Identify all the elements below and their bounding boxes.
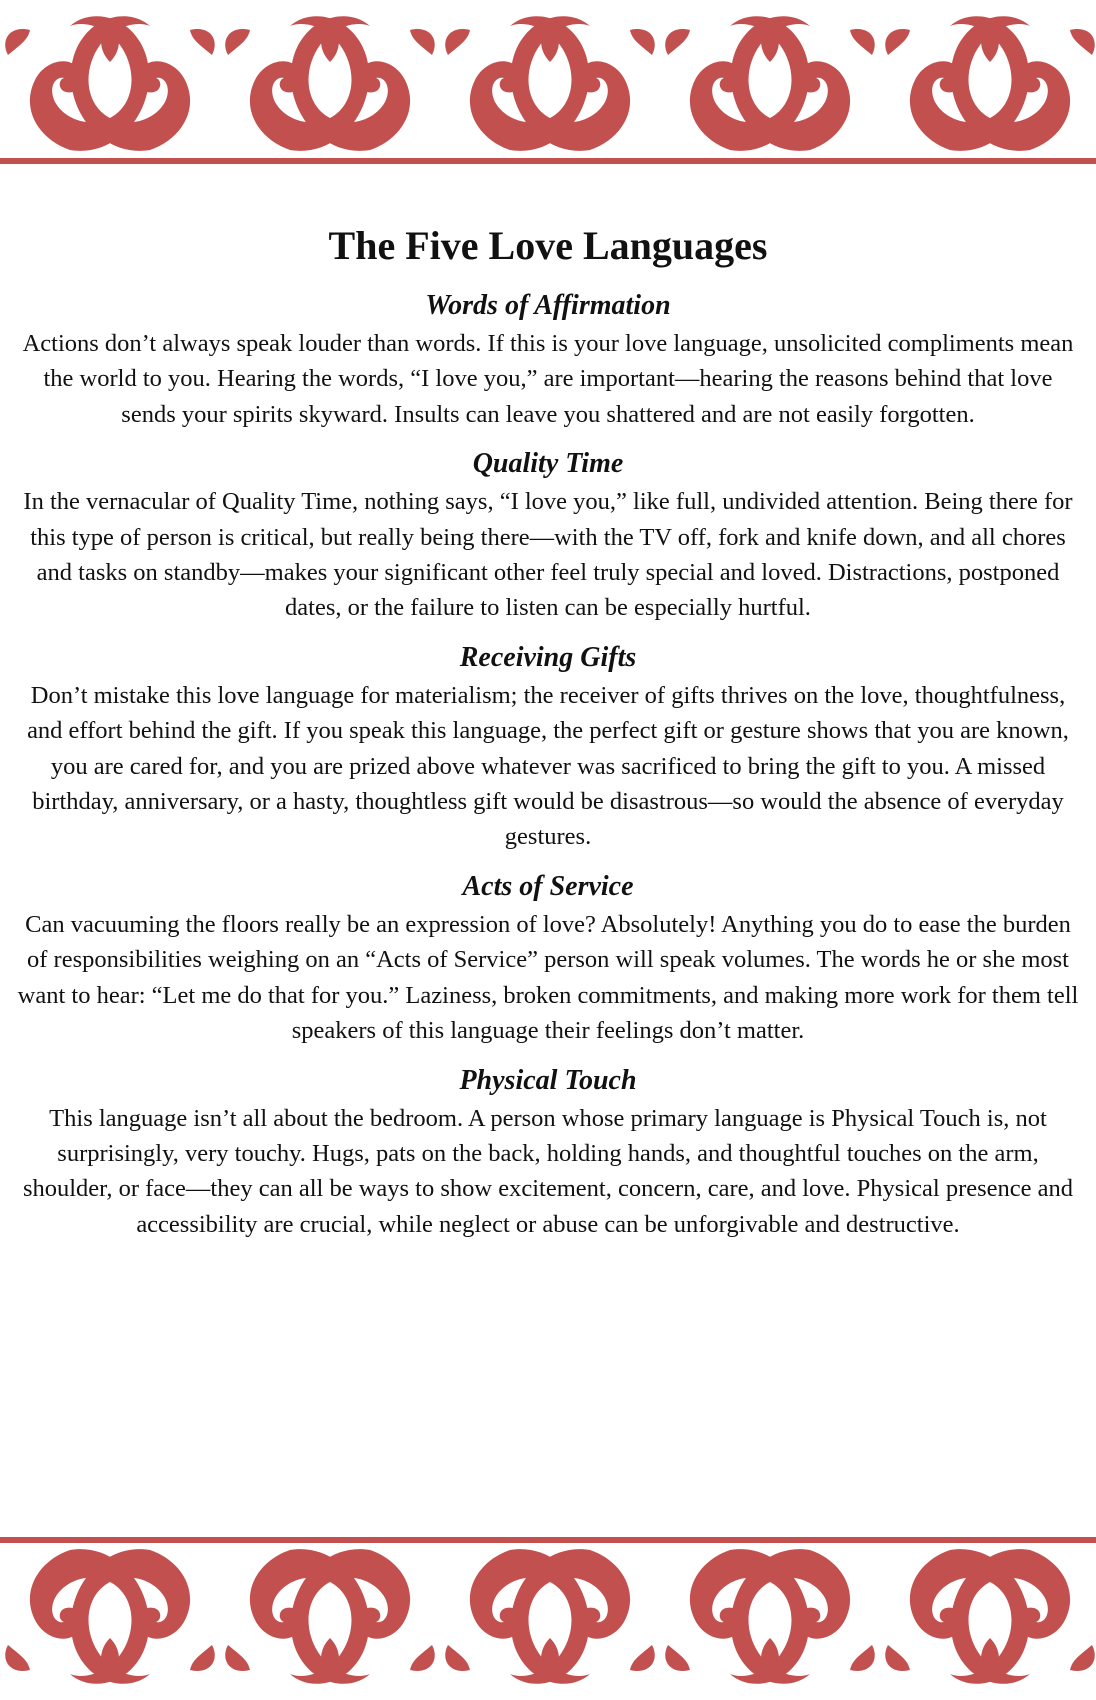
section-quality-time bbox=[14, 444, 1082, 626]
section-body: This language isn’t all about the bedroom. A person whose primary language is Physical Touch is, not surprisingly, very touchy. Hugs, pats on the back, holding hands, and thoughtful touches on the arm, shoulder, or face—they can all be ways to show excitement, concern, care, and love. Physical presence and accessibility are crucial, while neglect or abuse can be unforgivable and destructive. bbox=[22, 1104, 1074, 1238]
section-words-of-affirmation bbox=[14, 286, 1082, 432]
section-acts-of-service bbox=[14, 867, 1082, 1049]
main-content bbox=[14, 220, 1082, 1254]
section-receiving-gifts bbox=[14, 638, 1082, 855]
section-heading: Receiving Gifts bbox=[459, 641, 637, 673]
section-heading: Acts of Service bbox=[462, 870, 634, 902]
page-title: The Five Love Languages bbox=[328, 223, 768, 268]
section-body: In the vernacular of Quality Time, nothing says, “I love you,” like full, undivided attention. Being there for this type of person is critical, but really being there—with the TV off, fork and knife down, and all chores and tasks on standby—makes your significant other feel truly special and loved. Distractions, postponed dates, or the failure to listen can be especially hurtful. bbox=[23, 488, 1073, 622]
section-heading: Physical Touch bbox=[459, 1064, 637, 1096]
floral-ornament-bottom bbox=[0, 1515, 1096, 1700]
section-heading: Quality Time bbox=[472, 448, 624, 480]
section-body: Actions don’t always speak louder than words. If this is your love language, unsolicited compliments mean the world to you. Hearing the words, “I love you,” are important—hearing the reasons behind that love sends your spirits skyward. Insults can leave you shattered and are not easily forgotten. bbox=[22, 330, 1074, 428]
section-body: Can vacuuming the floors really be an expression of love? Absolutely! Anything you do to ease the burden of responsibilities weighing on an “Acts of Service” person will speak volumes. The words he or she most want to hear: “Let me do that for you.” Laziness, broken commitments, and making more work for them tell speakers of this language their feelings don’t matter. bbox=[17, 910, 1079, 1045]
bottom-floral-border bbox=[0, 1515, 1096, 1700]
section-physical-touch bbox=[14, 1061, 1082, 1243]
floral-ornament-top bbox=[0, 0, 1096, 185]
section-heading: Words of Affirmation bbox=[425, 290, 671, 321]
top-floral-border bbox=[0, 0, 1096, 185]
section-body: Don’t mistake this love language for materialism; the receiver of gifts thrives on the love, thoughtfulness, and effort behind the gift. If you speak this language, the perfect gift or gesture shows that you are known, you are cared for, and you are prized above whatever was sacrificed to bring the gift to you. A missed birthday, anniversary, or a hasty, thoughtless gift would be disastrous—so would the absence of everyday gestures. bbox=[27, 681, 1069, 851]
